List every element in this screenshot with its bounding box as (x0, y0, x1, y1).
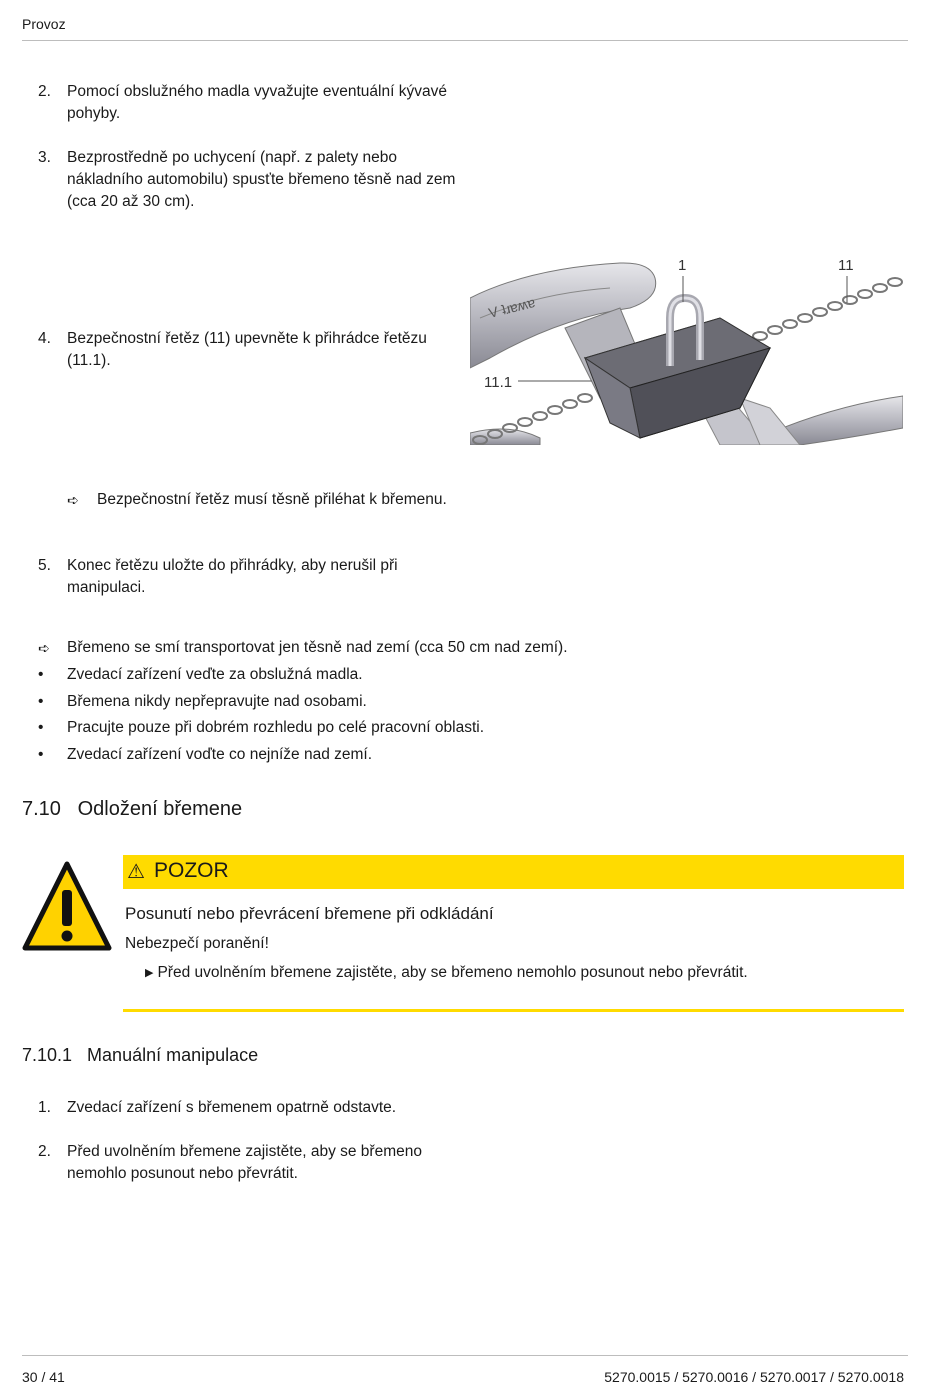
section-heading-7-10: 7.10 Odložení břemene (22, 798, 243, 820)
step-number: 4. (38, 330, 51, 347)
arrow-right-icon: ➪ (38, 640, 50, 656)
bullet-text: Pracujte pouze při dobrém rozhledu po celé pracovní oblasti. (67, 719, 485, 736)
bullet-item (38, 664, 898, 686)
arrow-right-icon: ➪ (67, 492, 79, 508)
warning-title: Posunutí nebo převrácení břemene při odkládání (125, 904, 494, 923)
step-text: Před uvolněním břemene zajistěte, aby se břemeno nemohlo posunout nebo převrátit. (67, 1143, 422, 1182)
bullet-item (38, 744, 898, 766)
step-number: 2. (38, 1143, 51, 1160)
svg-text:V ʇɹɐʍɐ: V ʇɹɐʍɐ (486, 293, 537, 321)
result-text: Bezpečnostní řetěz musí těsně přiléhat k břemenu. (97, 491, 447, 508)
footer-divider (22, 1355, 908, 1356)
figure-label-11: 11 (838, 257, 854, 274)
step-text: Pomocí obslužného madla vyvažujte eventuální kývavé pohyby. (67, 83, 447, 122)
step-4-result (67, 489, 467, 533)
header-divider (22, 40, 908, 41)
bullet-icon: • (38, 719, 44, 736)
step-2 (38, 81, 458, 125)
step-number: 1. (38, 1099, 51, 1116)
step-text: Bezprostředně po uchycení (např. z palety nebo nákladního automobilu) spusťte břemeno těsně nad zem (cca 20 až 30 cm). (67, 149, 456, 210)
bullet-text: Zvedací zařízení voďte co nejníže nad zemí. (67, 746, 373, 763)
page-header-section: Provoz (22, 16, 66, 32)
step-text: Zvedací zařízení s břemenem opatrně odstavte. (67, 1099, 397, 1116)
section-heading-7-10-1: 7.10.1 Manuální manipulace (22, 1045, 259, 1065)
bullet-icon: • (38, 693, 44, 710)
bullet-icon: • (38, 666, 44, 683)
step-5 (38, 555, 458, 599)
step-4 (38, 328, 458, 372)
lifting-device-illustration (470, 248, 903, 445)
page-number: 30 / 41 (22, 1369, 65, 1385)
step-text: Konec řetězu uložte do přihrádky, aby nerušil při manipulaci. (67, 557, 398, 596)
warning-level: POZOR (154, 859, 229, 882)
bullet-icon: • (38, 746, 44, 763)
warning-action (145, 964, 748, 982)
warning-consequence: Nebezpečí poranění! (125, 935, 269, 952)
bullet-item (38, 691, 898, 713)
play-triangle-icon: ▶ (145, 967, 154, 979)
warning-bottom-rule (123, 1009, 904, 1012)
figure-label-1: 1 (678, 257, 687, 274)
step-3 (38, 147, 458, 213)
step-text: Bezpečnostní řetěz (11) upevněte k přihrádce řetězu (11.1). (67, 330, 427, 369)
warning-banner (123, 855, 904, 889)
step-number: 2. (38, 83, 51, 100)
step-1 (38, 1097, 458, 1119)
chain-box-figure (470, 248, 903, 445)
transport-result (38, 637, 898, 659)
warning-small-icon: ⚠ (127, 861, 145, 883)
step-2 (38, 1141, 458, 1185)
document-numbers: 5270.0015 / 5270.0016 / 5270.0017 / 5270.0018 (604, 1369, 904, 1385)
warning-triangle-icon (22, 860, 112, 954)
result-text: Břemeno se smí transportovat jen těsně nad zemí (cca 50 cm nad zemí). (67, 639, 568, 656)
bullet-text: Břemena nikdy nepřepravujte nad osobami. (67, 693, 367, 710)
bullet-text: Zvedací zařízení veďte za obslužná madla. (67, 666, 363, 683)
warning-action-text: Před uvolněním břemene zajistěte, aby se břemeno nemohlo posunout nebo převrátit. (157, 964, 748, 981)
step-number: 5. (38, 557, 51, 574)
bullet-item (38, 717, 898, 739)
figure-label-11-1: 11.1 (484, 374, 513, 391)
step-number: 3. (38, 149, 51, 166)
